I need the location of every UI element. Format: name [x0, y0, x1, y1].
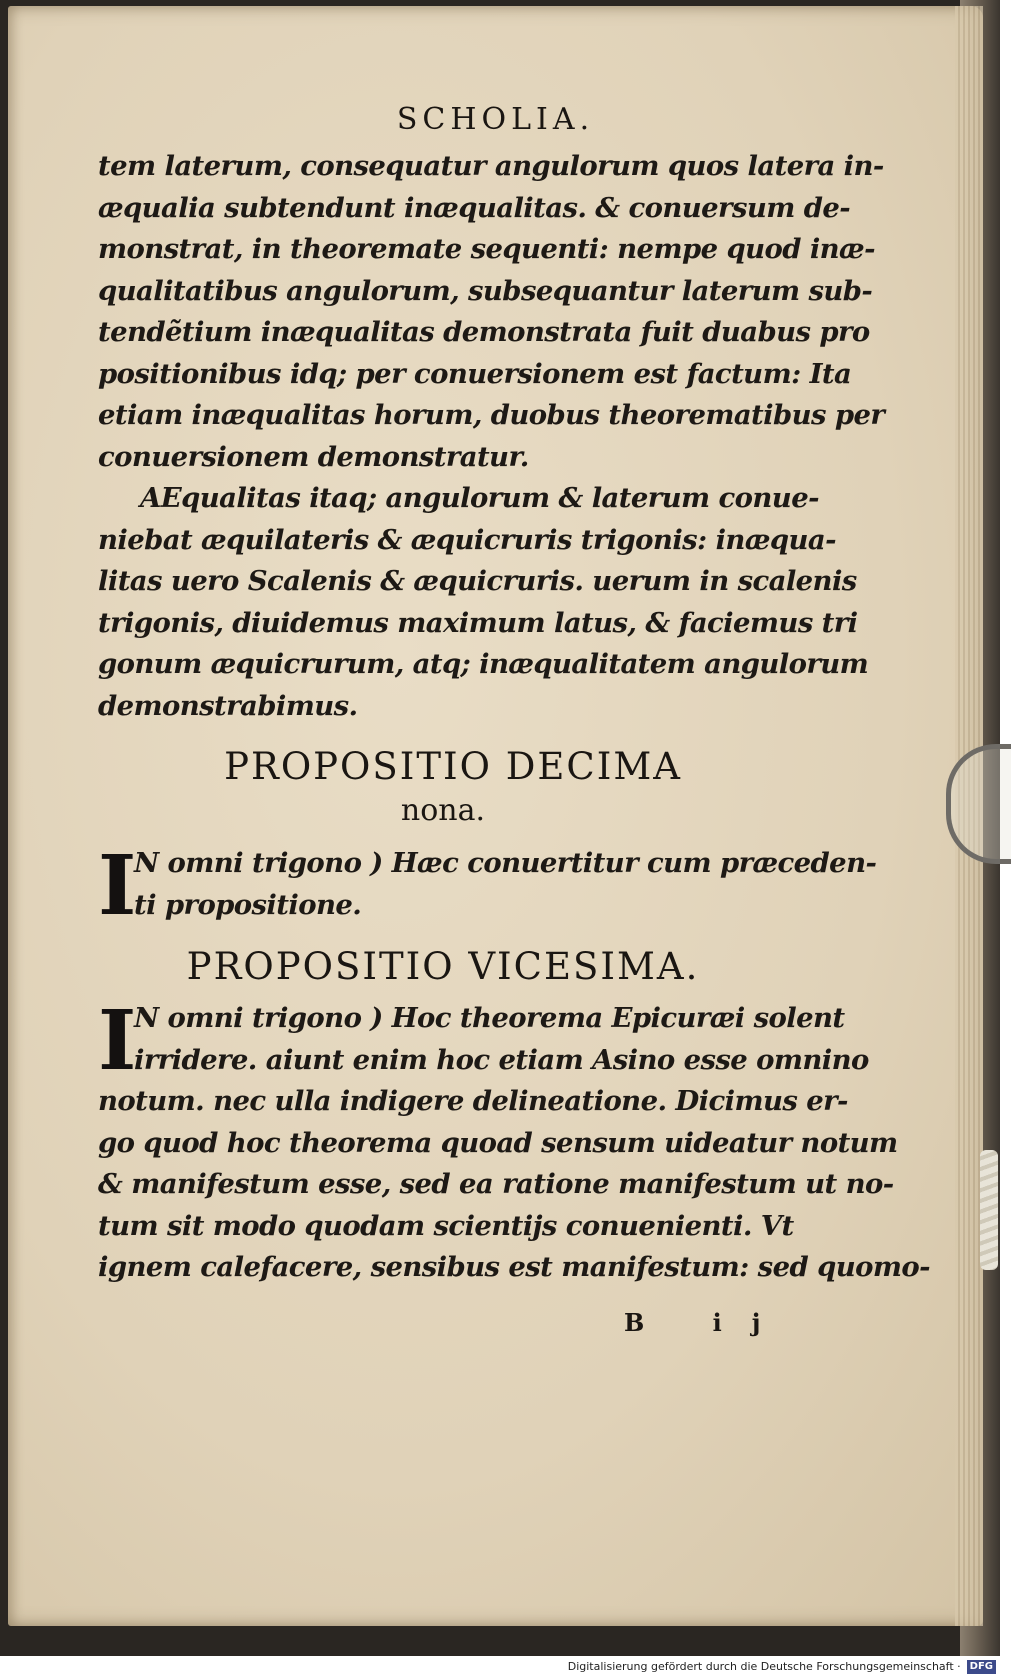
proposition-19-heading-cont: nona.	[400, 793, 486, 828]
text-line: ti propositione.	[134, 888, 362, 921]
paragraph-2	[98, 478, 869, 727]
text-line: trigonis, diuidemus maximum latus, & faciemus tri	[98, 606, 858, 639]
drop-cap: I	[98, 993, 137, 1089]
text-line: demonstrabimus.	[98, 689, 358, 722]
proposition-20-heading: PROPOSITIO VICESIMA.	[186, 945, 700, 988]
text-line: tem laterum, consequatur angulorum quos latera in-	[98, 150, 884, 182]
text-line: notum. nec ulla indigere delineatione. Dicimus er-	[98, 1085, 848, 1117]
text-line: gonum æquicrurum, atq; inæqualitatem angulorum	[98, 648, 869, 680]
text-line: N omni trigono ) Hoc theorema Epicuræi solent	[134, 1002, 845, 1034]
footer-credit: Digitalisierung gefördert durch die Deutsche Forschungsgemeinschaft ·	[567, 1660, 961, 1673]
text-line: etiam inæqualitas horum, duobus theorematibus per	[98, 399, 885, 431]
text-line: qualitatibus angulorum, subsequantur laterum sub-	[98, 274, 873, 307]
text-line: tendẽtium inæqualitas demonstrata fuit duabus pro	[98, 316, 870, 348]
text-line: niebat æquilateris & æquicruris trigonis: inæqua-	[98, 523, 836, 556]
text-line: litas uero Scalenis & æquicruris. uerum in scalenis	[98, 565, 857, 597]
paragraph-1	[98, 146, 885, 478]
text-line: ignem calefacere, sensibus est manifestum: sed quomo-	[98, 1251, 930, 1283]
signature-mark: B ij	[624, 1308, 791, 1337]
text-line: irridere. aiunt enim hoc etiam Asino esse omnino	[134, 1043, 869, 1076]
text-line: monstrat, in theoremate sequenti: nempe quod inæ-	[98, 233, 875, 265]
dfg-logo: DFG	[967, 1660, 996, 1674]
proposition-20-text	[98, 993, 930, 1289]
text-line: positionibus idq; per conuersionem est factum: Ita	[98, 357, 852, 390]
digitization-footer	[0, 1656, 1000, 1678]
text-line: & manifestum esse, sed ea ratione manifestum ut no-	[98, 1168, 894, 1200]
proposition-19-heading: PROPOSITIO DECIMA	[224, 745, 682, 788]
text-line: æqualia subtendunt inæqualitas. & conuersum de-	[98, 191, 851, 224]
proposition-19-text	[98, 838, 877, 934]
text-line: AEqualitas itaq; angulorum & laterum conue-	[140, 482, 819, 514]
text-line: go quod hoc theorema quoad sensum uideatur notum	[98, 1126, 898, 1159]
book-page	[8, 6, 983, 1626]
text-line: N omni trigono ) Hæc conuertitur cum præceden-	[134, 847, 877, 879]
running-head: SCHOLIA.	[396, 102, 595, 137]
page-body	[98, 146, 930, 1289]
bookmark-ribbon	[980, 1150, 998, 1270]
drop-cap: I	[98, 838, 137, 934]
text-line: conuersionem demonstratur.	[98, 440, 529, 473]
text-line: tum sit modo quodam scientijs conuenienti. Vt	[98, 1209, 794, 1242]
